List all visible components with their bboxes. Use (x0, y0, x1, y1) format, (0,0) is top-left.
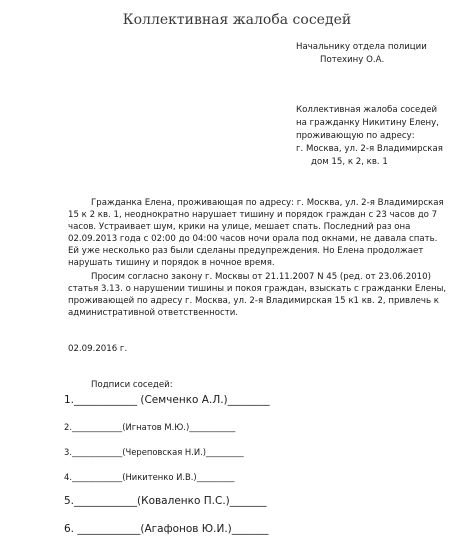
body-para1-line-6: нарушать тишину и порядок в ночное время. (68, 258, 275, 268)
signature-line-3: 3.____________(Череповская Н.И.)_________ (64, 447, 244, 457)
subject-line-4: г. Москва, ул. 2-я Владимирская (296, 144, 443, 154)
addressee-line-2: Потехину О.А. (320, 55, 385, 65)
body-para2-line-3: проживающей по адресу г. Москва, ул. 2-я Владимирская 15 к1 кв. 2, привлечь к (68, 296, 439, 306)
addressee-line-1: Начальнику отдела полиции (296, 42, 427, 52)
body-para2-line-4: административной ответственности. (68, 308, 239, 318)
subject-line-1: Коллективная жалоба соседей (296, 105, 438, 115)
signature-line-4: 4.____________(Никитенко И.В.)_________ (64, 472, 235, 482)
body-para2-line-1: Просим согласно закону г. Москвы от 21.11.2007 N 45 (ред. от 23.06.2010) (91, 272, 431, 282)
signature-line-6: 6. ____________(Агафонов Ю.И.)_______ (64, 523, 269, 535)
signature-line-5: 5.____________(Коваленко П.С.)_______ (64, 495, 267, 507)
body-para1-line-1: Гражданка Елена, проживающая по адресу: г. Москва, ул. 2-я Владимирская (91, 198, 444, 208)
subject-line-2: на гражданку Никитину Елену, (296, 118, 439, 128)
signature-line-2: 2.____________(Игнатов М.Ю.)___________ (64, 422, 236, 432)
body-para1-line-4: 02.09.2013 года с 02:00 до 04:00 часов ночи орала под окнами, не давала спать. (68, 234, 438, 244)
body-para2-line-2: статья 3.13. о нарушении тишины и покоя граждан, взыскать с гражданки Елены, (68, 284, 447, 294)
body-para1-line-5: Ей уже несколько раз были сделаны предупреждения. Но Елена продолжает (68, 246, 424, 256)
document-title: Коллективная жалоба соседей (122, 12, 352, 28)
subject-line-3: проживающую по адресу: (296, 131, 415, 141)
body-para1-line-2: 15 к 2 кв. 1, неоднократно нарушает тишину и порядок граждан с 23 часов до 7 (68, 210, 438, 220)
signatures-heading: Подписи соседей: (91, 380, 173, 390)
document-date: 02.09.2016 г. (68, 344, 128, 354)
body-para1-line-3: часов. Устраивает шум, крики на улице, мешает спать. Последний раз она (68, 222, 411, 232)
subject-line-5: дом 15, к 2, кв. 1 (311, 157, 388, 167)
signature-line-1: 1.____________ (Семченко А.Л.)________ (64, 394, 270, 406)
